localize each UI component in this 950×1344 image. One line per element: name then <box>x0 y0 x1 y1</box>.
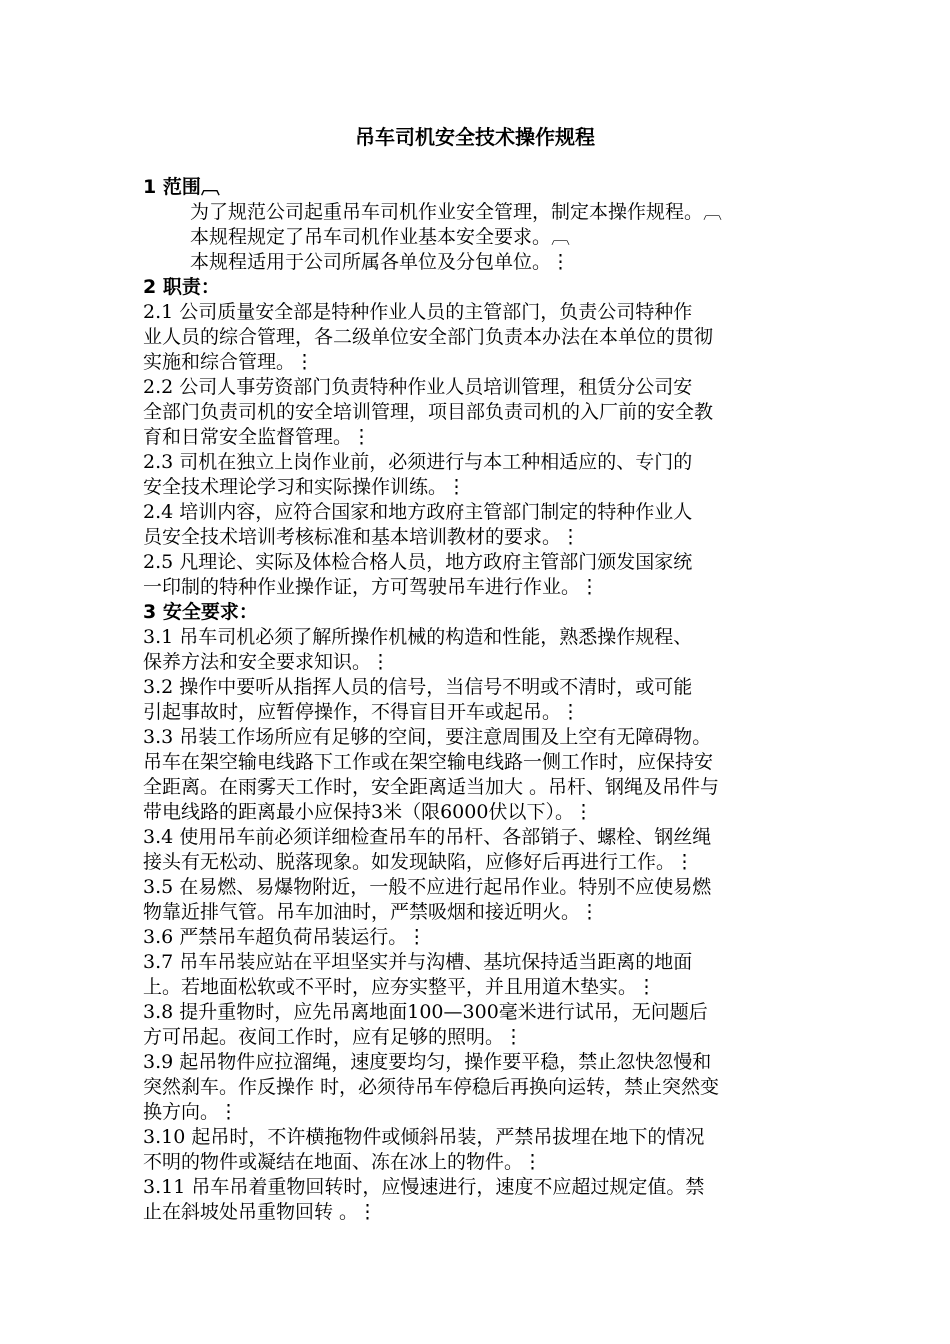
paragraph-line: 2.1 公司质量安全部是特种作业人员的主管部门，负责公司特种作 <box>143 301 693 323</box>
paragraph-line: 2.4 培训内容，应符合国家和地方政府主管部门制定的特种作业人 <box>143 501 693 523</box>
paragraph-line: 安全技术理论学习和实际操作训练。⋮ <box>143 476 467 498</box>
paragraph-line: 全距离。在雨雾天工作时，安全距离适当加大 。吊杆、钢绳及吊件与 <box>143 776 720 798</box>
document-title: 吊车司机安全技术操作规程 <box>355 125 595 149</box>
paragraph-line: 3.6 严禁吊车超负荷吊装运行。⋮ <box>143 926 427 948</box>
paragraph-line: 一印制的特种作业操作证，方可驾驶吊车进行作业。⋮ <box>143 576 600 598</box>
paragraph-line: 3.3 吊装工作场所应有足够的空间，要注意周围及上空有无障碍物。 <box>143 726 712 748</box>
paragraph-line: 3.4 使用吊车前必须详细检查吊车的吊杆、各部销子、螺栓、钢丝绳 <box>143 826 712 848</box>
paragraph-line: 方可吊起。夜间工作时，应有足够的照明。⋮ <box>143 1026 524 1048</box>
paragraph-line: 2.2 公司人事劳资部门负责特种作业人员培训管理，租赁分公司安 <box>143 376 693 398</box>
paragraph-line: 本规程规定了吊车司机作业基本安全要求。︹ <box>190 226 571 248</box>
document-body <box>143 175 813 1225</box>
paragraph-line: 3.2 操作中要听从指挥人员的信号，当信号不明或不清时，或可能 <box>143 676 693 698</box>
paragraph-line: 接头有无松动、脱落现象。如发现缺陷，应修好后再进行工作。⋮ <box>143 851 695 873</box>
paragraph-line: 员安全技术培训考核标准和基本培训教材的要求。⋮ <box>143 526 581 548</box>
paragraph-line: 3.10 起吊时，不许横拖物件或倾斜吊装，严禁吊拔埋在地下的情况 <box>143 1126 705 1148</box>
paragraph-line: 实施和综合管理。⋮ <box>143 351 315 373</box>
section-heading: 1 范围︹ <box>143 176 220 198</box>
paragraph-line: 物靠近排气管。吊车加油时，严禁吸烟和接近明火。⋮ <box>143 901 600 923</box>
paragraph-line: 不明的物件或凝结在地面、冻在冰上的物件。⋮ <box>143 1151 543 1173</box>
paragraph-line: 突然刹车。作反操作 时，必须待吊车停稳后再换向运转，禁止突然变 <box>143 1076 720 1098</box>
paragraph-line: 全部门负责司机的安全培训管理，项目部负责司机的入厂前的安全教 <box>143 401 714 423</box>
paragraph-line: 上。若地面松软或不平时，应夯实整平，并且用道木垫实。⋮ <box>143 976 657 998</box>
paragraph-line: 3.1 吊车司机必须了解所操作机械的构造和性能，熟悉操作规程、 <box>143 626 693 648</box>
paragraph-line: 3.9 起吊物件应拉溜绳，速度要均匀，操作要平稳，禁止忽快忽慢和 <box>143 1051 712 1073</box>
paragraph-line: 育和日常安全监督管理。⋮ <box>143 426 372 448</box>
paragraph-line: 保养方法和安全要求知识。⋮ <box>143 651 391 673</box>
paragraph-line: 2.3 司机在独立上岗作业前，必须进行与本工种相适应的、专门的 <box>143 451 693 473</box>
paragraph-line: 为了规范公司起重吊车司机作业安全管理，制定本操作规程。︹ <box>190 201 723 223</box>
paragraph-line: 引起事故时，应暂停操作，不得盲目开车或起吊。⋮ <box>143 701 581 723</box>
paragraph-line: 本规程适用于公司所属各单位及分包单位。⋮ <box>190 251 571 273</box>
paragraph-line: 业人员的综合管理，各二级单位安全部门负责本办法在本单位的贯彻 <box>143 326 714 348</box>
paragraph-line: 3.11 吊车吊着重物回转时，应慢速进行，速度不应超过规定值。禁 <box>143 1176 705 1198</box>
paragraph-line: 换方向。⋮ <box>143 1101 239 1123</box>
paragraph-line: 3.5 在易燃、易爆物附近，一般不应进行起吊作业。特别不应使易燃 <box>143 876 712 898</box>
section-heading: 3 安全要求： <box>143 601 258 623</box>
paragraph-line: 3.7 吊车吊装应站在平坦坚实并与沟槽、基坑保持适当距离的地面 <box>143 951 693 973</box>
paragraph-line: 吊车在架空输电线路下工作或在架空输电线路一侧工作时，应保持安 <box>143 751 714 773</box>
paragraph-line: 止在斜坡处吊重物回转 。⋮ <box>143 1201 378 1223</box>
paragraph-line: 2.5 凡理论、实际及体检合格人员，地方政府主管部门颁发国家统 <box>143 551 693 573</box>
section-heading: 2 职责： <box>143 276 220 298</box>
paragraph-line: 带电线路的距离最小应保持3米（限6000伏以下）。⋮ <box>143 801 593 823</box>
paragraph-line: 3.8 提升重物时，应先吊离地面100—300毫米进行试吊，无问题后 <box>143 1001 708 1023</box>
